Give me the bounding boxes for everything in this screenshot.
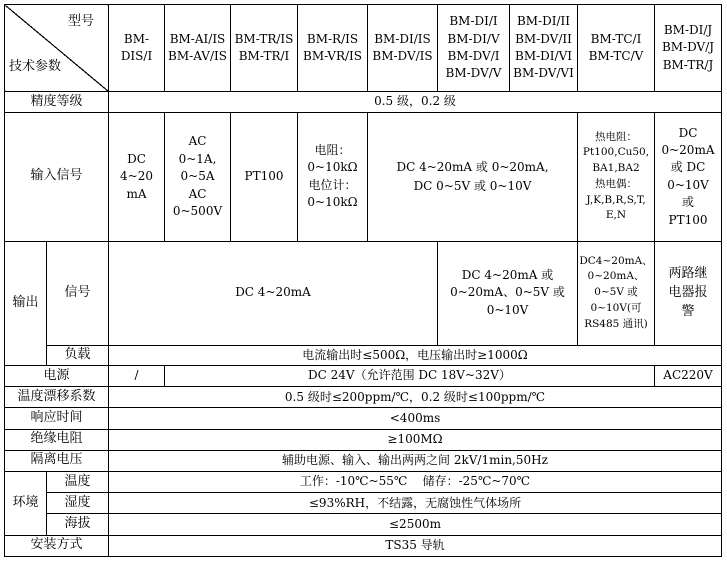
row-label-accuracy: 精度等级 (5, 91, 109, 112)
env-humidity-row (5, 493, 722, 514)
isolation-row (5, 450, 722, 471)
accuracy-row (5, 91, 722, 112)
model-header: BM-TC/I BM-TC/V (578, 5, 655, 92)
insulation-value: ≥100MΩ (109, 429, 722, 450)
model-header: BM-DI/IS BM-DV/IS (368, 5, 438, 92)
row-label-env-humidity: 湿度 (47, 493, 109, 514)
row-label-input: 输入信号 (5, 113, 109, 241)
temp-drift-value: 0.5 级时≤200ppm/℃，0.2 级时≤100ppm/℃ (109, 387, 722, 408)
output-load-value: 电流输出时≤500Ω，电压输出时≥1000Ω (109, 345, 722, 365)
isolation-value: 辅助电源、输入、输出两两之间 2kV/1min,50Hz (109, 450, 722, 471)
output-signal-j: 两路继 电器报 警 (655, 241, 722, 345)
input-ai: AC 0~1A, 0~5A AC 0~500V (165, 113, 231, 241)
input-dj: DC 0~20mA 或 DC 0~10V 或 PT100 (655, 113, 722, 241)
model-header: BM-DI/II BM-DV/II BM-DI/VI BM-DV/VI (510, 5, 578, 92)
input-r: 电阻： 0~10kΩ 电位计： 0~10kΩ (298, 113, 368, 241)
output-load-row (5, 345, 722, 365)
env-humidity-value: ≤93%RH，不结露，无腐蚀性气体场所 (109, 493, 722, 514)
row-label-isolation: 隔离电压 (5, 450, 109, 471)
input-di: DC 4~20mA 或 0~20mA, DC 0~5V 或 0~10V (368, 113, 578, 241)
output-signal-main: DC 4~20mA (109, 241, 438, 345)
power-j: AC220V (655, 365, 722, 386)
power-main: DC 24V（允许范围 DC 18V~32V） (165, 365, 655, 386)
model-header: BM- DIS/I (109, 5, 165, 92)
response-row (5, 408, 722, 429)
row-label-insulation: 绝缘电阻 (5, 429, 109, 450)
row-label-temp-drift: 温度漂移系数 (5, 387, 109, 408)
env-altitude-row (5, 514, 722, 535)
model-header: BM-TR/IS BM-TR/I (231, 5, 298, 92)
temp-drift-row (5, 387, 722, 408)
mounting-row (5, 535, 722, 556)
row-label-output: 输出 (5, 241, 47, 365)
row-label-env-altitude: 海拔 (47, 514, 109, 535)
output-signal-tc: DC4~20mA、 0~20mA、 0~5V 或 0~10V(可 RS485 通讯) (578, 241, 655, 345)
corner-cell (5, 5, 109, 92)
output-signal-dv: DC 4~20mA 或 0~20mA、0~5V 或 0~10V (438, 241, 578, 345)
input-tr: PT100 (231, 113, 298, 241)
model-header: BM-DI/I BM-DI/V BM-DV/I BM-DV/V (438, 5, 510, 92)
row-label-response: 响应时间 (5, 408, 109, 429)
model-header: BM-DI/J BM-DV/J BM-TR/J (655, 5, 722, 92)
input-dis: DC 4~20 mA (109, 113, 165, 241)
row-label-power: 电源 (5, 365, 109, 386)
mounting-value: TS35 导轨 (109, 535, 722, 556)
power-dis: / (109, 365, 165, 386)
spec-table (4, 4, 722, 557)
row-label-output-signal: 信号 (47, 241, 109, 345)
response-value: <400ms (109, 408, 722, 429)
power-row (5, 365, 722, 386)
corner-param-label: 技术参数 (9, 59, 62, 75)
env-altitude-value: ≤2500m (109, 514, 722, 535)
env-temp-value: 工作：-10℃~55℃ 储存：-25℃~70℃ (109, 471, 722, 492)
accuracy-value: 0.5 级，0.2 级 (109, 91, 722, 112)
row-label-env-temp: 温度 (47, 471, 109, 492)
model-header: BM-AI/IS BM-AV/IS (165, 5, 231, 92)
row-label-mounting: 安装方式 (5, 535, 109, 556)
input-row (5, 113, 722, 241)
model-header: BM-R/IS BM-VR/IS (298, 5, 368, 92)
output-signal-row (5, 241, 722, 345)
env-temp-row (5, 471, 722, 492)
header-row (5, 5, 722, 92)
row-label-output-load: 负载 (47, 345, 109, 365)
input-tc: 热电阻： Pt100,Cu50, BA1,BA2 热电偶： J,K,B,R,S,T, E,N (578, 113, 655, 241)
row-label-environment: 环境 (5, 471, 47, 535)
corner-model-label: 型号 (67, 14, 94, 29)
insulation-row (5, 429, 722, 450)
